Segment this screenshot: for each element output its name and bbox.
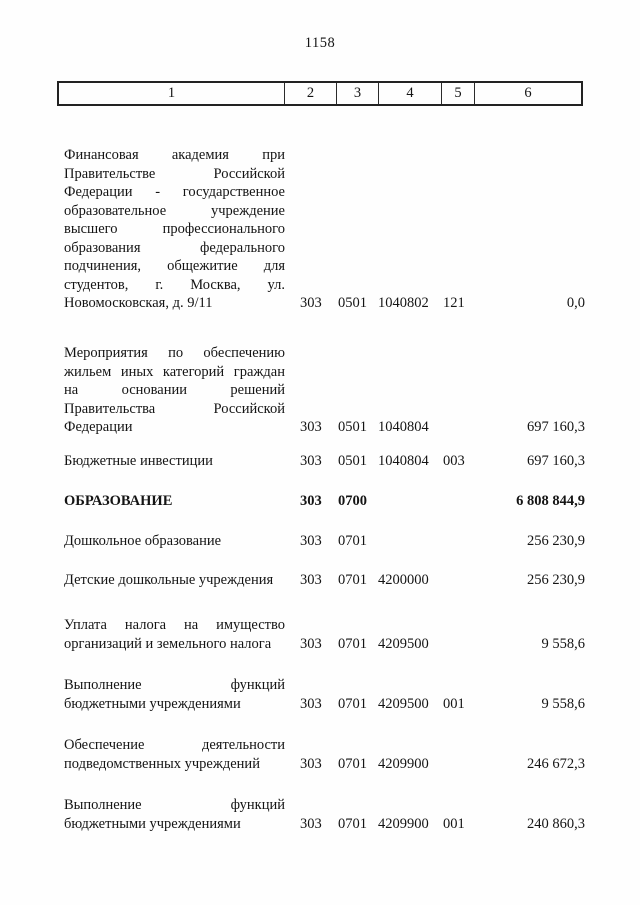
entry-name: [64, 736, 285, 773]
table-row: [0, 571, 640, 590]
code-chapter: 303: [300, 695, 322, 712]
code-section: 0501: [338, 419, 367, 435]
entry-name: [64, 492, 285, 511]
code-chapter: 303: [300, 533, 322, 549]
code-section: 0701: [338, 695, 367, 712]
header-col-4: 4: [378, 83, 441, 104]
entry-text-line: Новомосковская, д. 9/11: [64, 295, 213, 311]
code-chapter: 303: [300, 453, 322, 469]
entry-name: [64, 344, 285, 437]
entry-text-line: Бюджетные инвестиции: [64, 453, 213, 469]
code-section: 0701: [338, 755, 367, 772]
code-chapter: 303: [300, 755, 322, 772]
code-target-item: 4209500: [378, 635, 429, 652]
table-row: [0, 676, 640, 713]
code-expense-type: 121: [443, 295, 465, 311]
header-col-6: 6: [474, 83, 581, 104]
entry-text-line: Выполнение функций: [64, 797, 285, 813]
header-col-2: 2: [284, 83, 336, 104]
code-section: 0501: [338, 295, 367, 311]
page-number: 1158: [304, 35, 336, 51]
code-chapter: 303: [300, 815, 322, 832]
table-row: [0, 796, 640, 833]
amount-value: 256 230,9: [527, 533, 585, 549]
table-row: [0, 532, 640, 551]
entry-text-line: ОБРАЗОВАНИЕ: [64, 493, 173, 509]
amount-value: 6 808 844,9: [516, 493, 585, 509]
code-target-item: 1040804: [378, 453, 429, 469]
entry-text-line: студентов, г. Москва, ул.: [64, 276, 285, 293]
table-row: [0, 616, 640, 653]
entry-text-line: Правительстве Российской: [64, 165, 285, 182]
entry-text-line: организаций и земельного налога: [64, 635, 272, 652]
entry-name: [64, 146, 285, 313]
header-col-3: 3: [336, 83, 378, 104]
amount-value: 697 160,3: [527, 453, 585, 469]
entry-text-line: Мероприятия по обеспечению: [64, 345, 285, 361]
entry-text-line: Правительства Российской: [64, 400, 285, 417]
entry-text-line: Обеспечение деятельности: [64, 737, 285, 753]
code-chapter: 303: [300, 493, 322, 509]
entry-text-line: Выполнение функций: [64, 677, 285, 693]
amount-value: 246 672,3: [527, 755, 585, 772]
code-target-item: 4209500: [378, 695, 429, 712]
entry-text-line: образовательное учреждение: [64, 202, 285, 219]
entry-text-line: Детские дошкольные учреждения: [64, 572, 274, 588]
amount-value: 9 558,6: [541, 635, 585, 652]
code-chapter: 303: [300, 419, 322, 435]
entry-text-line: Уплата налога на имущество: [64, 617, 285, 633]
table-row: [0, 344, 640, 437]
code-section: 0701: [338, 815, 367, 832]
code-expense-type: 003: [443, 453, 465, 469]
entry-name: [64, 571, 285, 590]
entry-text-line: жильем иных категорий граждан: [64, 363, 285, 380]
table-row: [0, 452, 640, 471]
code-chapter: 303: [300, 572, 322, 588]
table-row: [0, 146, 640, 313]
entry-text-line: образования федерального: [64, 239, 285, 256]
code-section: 0501: [338, 453, 367, 469]
entry-text-line: бюджетными учреждениями: [64, 695, 241, 712]
header-col-5: 5: [441, 83, 474, 104]
table-row: [0, 736, 640, 773]
code-section: 0701: [338, 635, 367, 652]
entry-text-line: подчинения, общежитие для: [64, 258, 285, 274]
code-expense-type: 001: [443, 815, 465, 832]
entry-name: [64, 616, 285, 653]
entry-name: [64, 452, 285, 471]
code-target-item: 1040804: [378, 419, 429, 435]
code-target-item: 1040802: [378, 295, 429, 311]
amount-value: 0,0: [566, 295, 585, 311]
entry-name: [64, 676, 285, 713]
entry-text-line: Дошкольное образование: [64, 533, 222, 549]
entry-text-line: на основании решений: [64, 382, 285, 398]
code-chapter: 303: [300, 295, 322, 311]
entry-text-line: Федерации - государственное: [64, 184, 285, 200]
entry-text-line: подведомственных учреждений: [64, 755, 260, 772]
entry-text-line: высшего профессионального: [64, 221, 285, 237]
entry-text-line: Федерации: [64, 419, 133, 435]
code-target-item: 4209900: [378, 815, 429, 832]
entry-name: [64, 796, 285, 833]
header-col-1: 1: [167, 85, 176, 101]
entry-text-line: бюджетными учреждениями: [64, 815, 241, 832]
code-target-item: 4209900: [378, 755, 429, 772]
entry-text-line: Финансовая академия при: [64, 147, 285, 163]
amount-value: 697 160,3: [527, 419, 585, 435]
code-section: 0700: [338, 493, 367, 509]
code-target-item: 4200000: [378, 572, 429, 588]
table-row-section: [0, 492, 640, 511]
code-chapter: 303: [300, 635, 322, 652]
entry-name: [64, 532, 285, 551]
code-expense-type: 001: [443, 695, 465, 712]
amount-value: 240 860,3: [527, 815, 585, 832]
code-section: 0701: [338, 533, 367, 549]
code-section: 0701: [338, 572, 367, 588]
amount-value: 9 558,6: [541, 695, 585, 712]
amount-value: 256 230,9: [527, 572, 585, 588]
column-number-header: [57, 81, 583, 106]
